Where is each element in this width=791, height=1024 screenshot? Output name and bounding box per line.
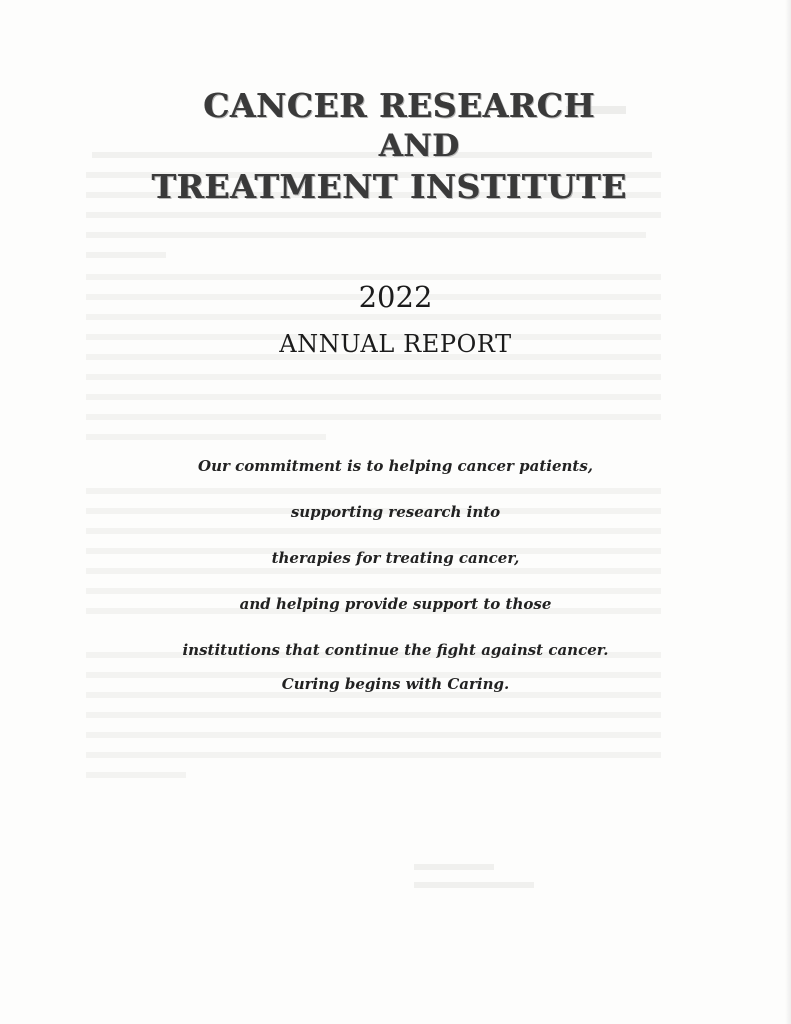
mission-line: therapies for treating cancer, — [271, 549, 520, 567]
mission-statement — [0, 451, 791, 681]
mission-line: and helping provide support to those — [239, 595, 552, 613]
mission-line: institutions that continue the fight against cancer. — [182, 641, 609, 659]
mission-line: Our commitment is to helping cancer patients, — [198, 457, 593, 475]
institute-title-line-3: TREATMENT INSTITUTE — [151, 167, 628, 206]
institute-title-line-2: AND — [379, 128, 460, 164]
report-year: 2022 — [358, 280, 433, 314]
report-label: ANNUAL REPORT — [279, 330, 512, 358]
mission-line: supporting research into — [290, 503, 501, 521]
institute-title-line-1: CANCER RESEARCH — [203, 86, 596, 125]
tagline: Curing begins with Caring. — [281, 675, 510, 693]
